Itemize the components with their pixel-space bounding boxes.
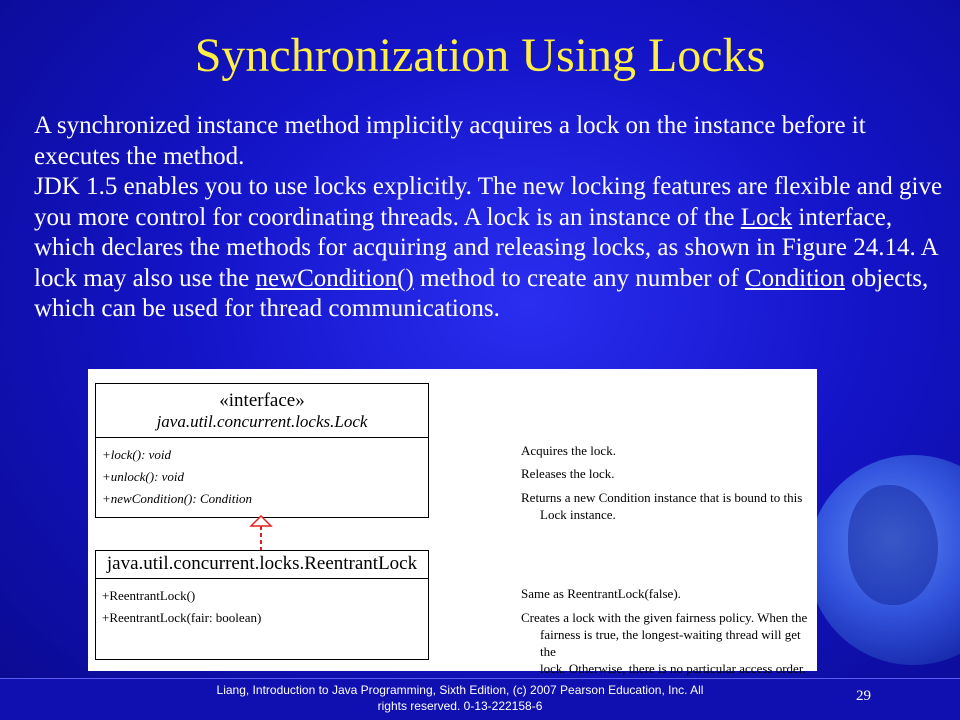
newcondition-link[interactable]: newCondition() bbox=[255, 264, 414, 292]
para2-text-3: method to create any number of bbox=[413, 264, 745, 292]
paragraph-1: A synchronized instance method implicitly acquires a lock on the instance before it executes the method. bbox=[34, 112, 866, 170]
interface-name: java.util.concurrent.locks.Lock bbox=[156, 412, 368, 431]
method-unlock: +unlock(): void bbox=[102, 469, 185, 484]
slide-body bbox=[34, 111, 944, 325]
para2-text-1: JDK 1.5 enables you to use locks explicitly. The new locking features are flexible and give you more control for coordinating threads. A lock is an instance of the bbox=[34, 173, 943, 231]
implements-arrow bbox=[248, 515, 274, 551]
class-name: java.util.concurrent.locks.ReentrantLock bbox=[106, 553, 418, 574]
desc-fair-line2: fairness is true, the longest-waiting thread will get the bbox=[540, 627, 801, 659]
uml-diagram bbox=[88, 369, 817, 676]
interface-box bbox=[95, 383, 429, 518]
desc-lock: Acquires the lock. bbox=[521, 443, 616, 458]
lock-link[interactable]: Lock bbox=[740, 203, 793, 231]
paragraph-2 bbox=[34, 172, 944, 325]
footer-line-2: rights reserved. 0-13-222158-6 bbox=[377, 699, 543, 713]
footer-line-1: Liang, Introduction to Java Programming, Sixth Edition, (c) 2007 Pearson Education, Inc. All bbox=[216, 683, 704, 697]
desc-newcondition-line1: Returns a new Condition instance that is bound to this bbox=[521, 490, 803, 505]
method-lock: +lock(): void bbox=[102, 447, 172, 462]
class-header bbox=[96, 551, 428, 579]
desc-constructor-fair bbox=[521, 609, 817, 677]
arrow-head bbox=[251, 516, 271, 526]
globe-decoration bbox=[808, 455, 960, 665]
class-box bbox=[95, 550, 429, 660]
footer-copyright bbox=[160, 682, 760, 714]
interface-header bbox=[96, 384, 428, 438]
page-number: 29 bbox=[856, 688, 871, 704]
constructor-fair: +ReentrantLock(fair: boolean) bbox=[102, 610, 262, 625]
constructor-default: +ReentrantLock() bbox=[102, 588, 196, 603]
desc-constructor-default: Same as ReentrantLock(false). bbox=[521, 586, 681, 601]
para2-text-4: objects, which can be used for thread communications. bbox=[34, 264, 929, 322]
method-newcondition: +newCondition(): Condition bbox=[102, 491, 252, 506]
condition-link[interactable]: Condition bbox=[744, 264, 845, 292]
desc-fair-line1: Creates a lock with the given fairness policy. When the bbox=[521, 610, 808, 625]
interface-stereotype: «interface» bbox=[219, 390, 305, 411]
slide-title: Synchronization Using Locks bbox=[194, 29, 766, 82]
desc-unlock: Releases the lock. bbox=[521, 466, 615, 481]
class-methods bbox=[96, 579, 428, 629]
desc-newcondition bbox=[521, 489, 802, 523]
interface-methods bbox=[96, 438, 428, 510]
desc-newcondition-line2: Lock instance. bbox=[540, 507, 616, 522]
para2-text-2: interface, which declares the methods for acquiring and releasing locks, as shown in Figure 24.14. A lock may also use the bbox=[34, 203, 938, 292]
desc-fair-line3: lock. Otherwise, there is no particular access order. bbox=[540, 661, 806, 676]
